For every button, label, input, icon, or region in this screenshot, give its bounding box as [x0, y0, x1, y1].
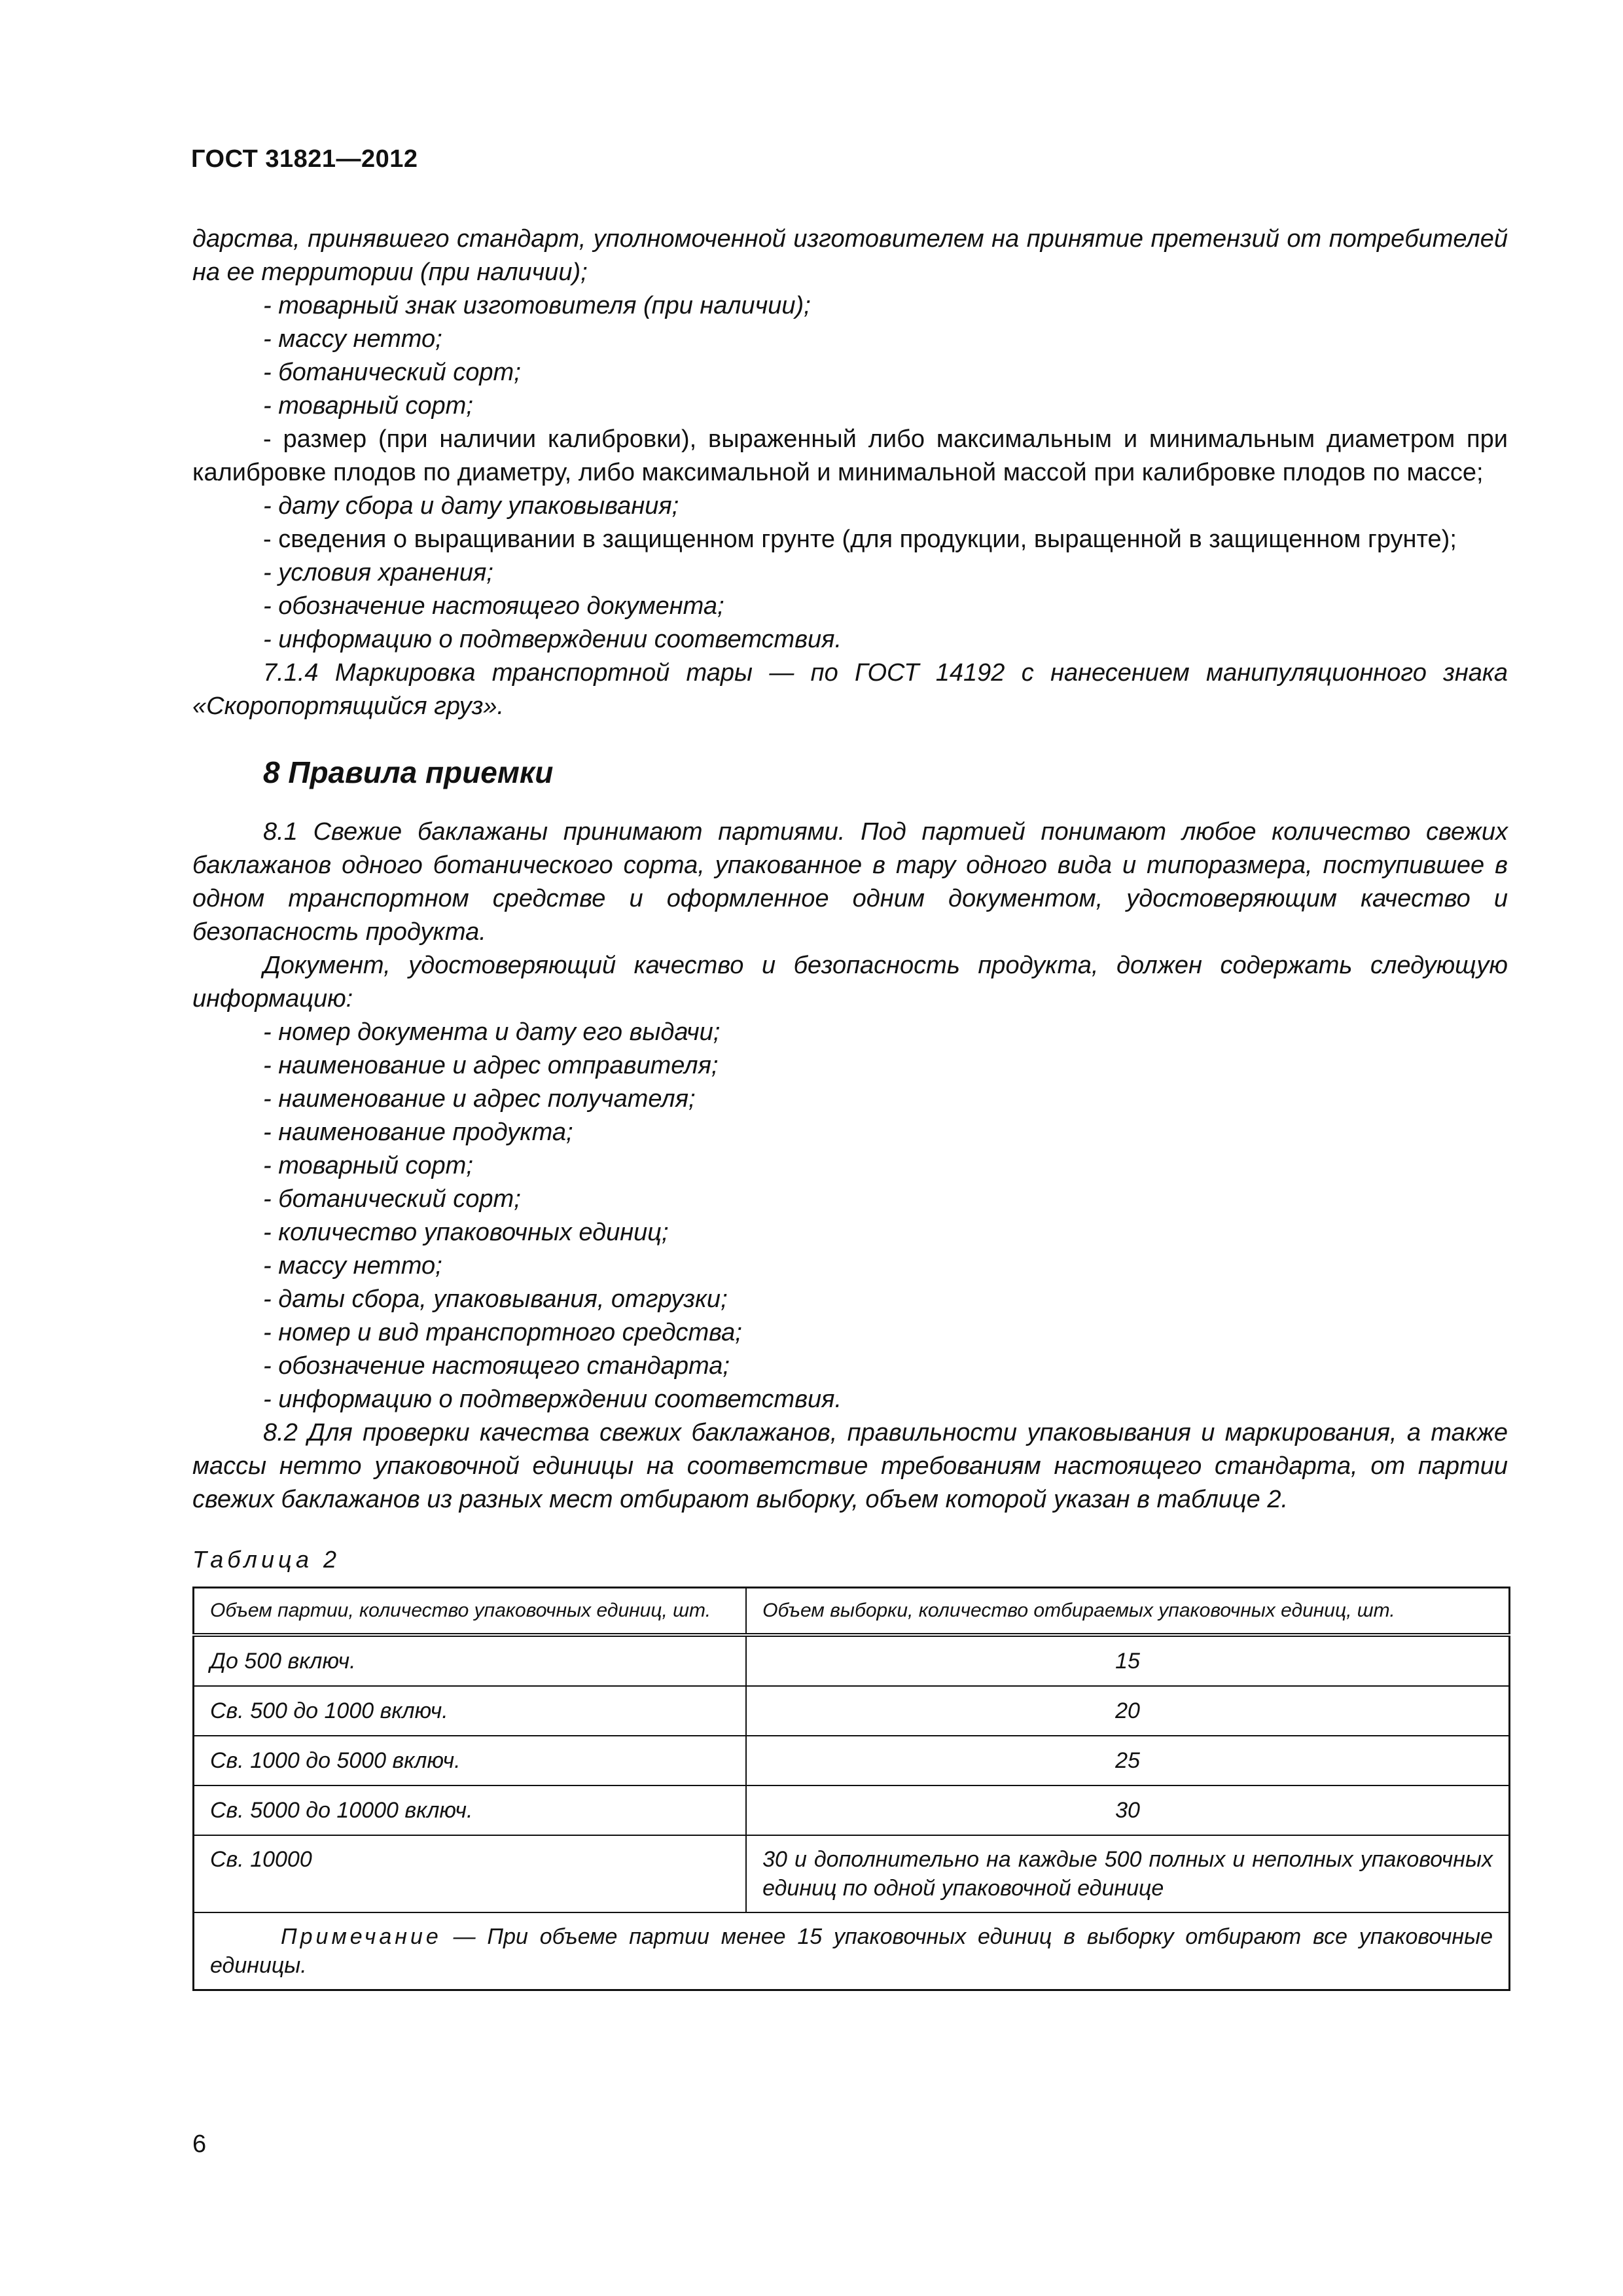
table-row	[194, 1835, 1510, 1912]
table-row	[194, 1785, 1510, 1835]
list-item: - товарный знак изготовителя (при наличии);	[263, 292, 811, 319]
lot-cell: Св. 1000 до 5000 включ.	[194, 1736, 747, 1785]
table-header-row	[194, 1588, 1510, 1636]
column-header-sample: Объем выборки, количество отбираемых упаковочных единиц, шт.	[746, 1588, 1509, 1636]
sample-cell: 20	[746, 1686, 1509, 1736]
list-item: - даты сбора, упаковывания, отгрузки;	[263, 1285, 728, 1313]
page-number: 6	[192, 2130, 207, 2158]
lot-cell: Св. 500 до 1000 включ.	[194, 1686, 747, 1736]
list-item: - товарный сорт;	[263, 392, 473, 420]
table-note-row	[194, 1912, 1510, 1990]
table-row	[194, 1686, 1510, 1736]
note-label: Примечание	[281, 1924, 442, 1949]
lot-cell: Св. 10000	[194, 1835, 747, 1912]
list-item: - информацию о подтверждении соответствия.	[263, 626, 842, 653]
list-item: - наименование и адрес получателя;	[263, 1085, 696, 1113]
list-item: - наименование продукта;	[263, 1119, 573, 1146]
lot-cell: До 500 включ.	[194, 1635, 747, 1686]
list-item: - количество упаковочных единиц;	[263, 1219, 669, 1246]
document-intro: Документ, удостоверяющий качество и безопасность продукта, должен содержать следующую информацию:	[192, 952, 1508, 1013]
list-item: - наименование и адрес отправителя;	[263, 1052, 719, 1079]
document-header: ГОСТ 31821—2012	[191, 145, 418, 173]
list-item: - массу нетто;	[263, 325, 442, 353]
lot-cell: Св. 5000 до 10000 включ.	[194, 1785, 747, 1835]
continuation-paragraph: дарства, принявшего стандарт, уполномоченной изготовителем на принятие претензий от потребителей на ее территории (при наличии);	[192, 225, 1508, 286]
list-item-grown: - сведения о выращивании в защищенном грунте (для продукции, выращенной в защищенном грунте);	[263, 526, 1457, 553]
sample-cell: 15	[746, 1635, 1509, 1686]
sample-cell: 25	[746, 1736, 1509, 1785]
column-header-lot: Объем партии, количество упаковочных единиц, шт.	[194, 1588, 747, 1636]
list-item-size: - размер (при наличии калибровки), выраженный либо максимальным и минимальным диаметром при калибровке плодов по диаметру, либо максимальной и минимальной массой при калибровке плодов по массе;	[192, 425, 1508, 486]
list-item: - условия хранения;	[263, 559, 493, 586]
table-row	[194, 1635, 1510, 1686]
list-item: - обозначение настоящего стандарта;	[263, 1352, 730, 1380]
list-item: - номер и вид транспортного средства;	[263, 1319, 742, 1346]
list-item: - обозначение настоящего документа;	[263, 592, 724, 620]
clause-8-1: 8.1 Свежие баклажаны принимают партиями. Под партией понимают любое количество свежих баклажанов одного ботанического сорта, упакованное в тару одного вида и типоразмера, поступившее в одном транспортном средстве и оформленное одним документом, удостоверяющим качество и безопасность продукта.	[192, 818, 1508, 946]
table-row	[194, 1736, 1510, 1785]
section-heading: 8 Правила приемки	[263, 755, 554, 789]
note-text: — При объеме партии менее 15 упаковочных единиц в выборку отбирают все упаковочные единицы.	[210, 1924, 1493, 1978]
list-item: - ботанический сорт;	[263, 1185, 521, 1213]
list-item: - информацию о подтверждении соответствия.	[263, 1386, 842, 1413]
list-item: - номер документа и дату его выдачи;	[263, 1018, 721, 1046]
table-note	[194, 1912, 1510, 1990]
list-item: - дату сбора и дату упаковывания;	[263, 492, 679, 520]
list-item: - массу нетто;	[263, 1252, 442, 1280]
list-item: - ботанический сорт;	[263, 359, 521, 386]
sample-cell: 30	[746, 1785, 1509, 1835]
clause-8-2: 8.2 Для проверки качества свежих баклажанов, правильности упаковывания и маркирования, а также массы нетто упаковочной единицы на соответствие требованиям настоящего стандарта, от партии свежих баклажанов из разных мест отбирают выборку, объем которой указан в таблице 2.	[192, 1419, 1508, 1513]
clause-7-1-4: 7.1.4 Маркировка транспортной тары — по ГОСТ 14192 с нанесением манипуляционного знака «Скоропортящийся груз».	[192, 659, 1508, 720]
sample-cell: 30 и дополнительно на каждые 500 полных и неполных упаковочных единиц по одной упаковочной единице	[746, 1835, 1509, 1912]
table-caption: Таблица 2	[192, 1546, 341, 1573]
page-content	[192, 223, 1508, 1991]
list-item: - товарный сорт;	[263, 1152, 473, 1179]
sample-size-table	[192, 1587, 1510, 1991]
